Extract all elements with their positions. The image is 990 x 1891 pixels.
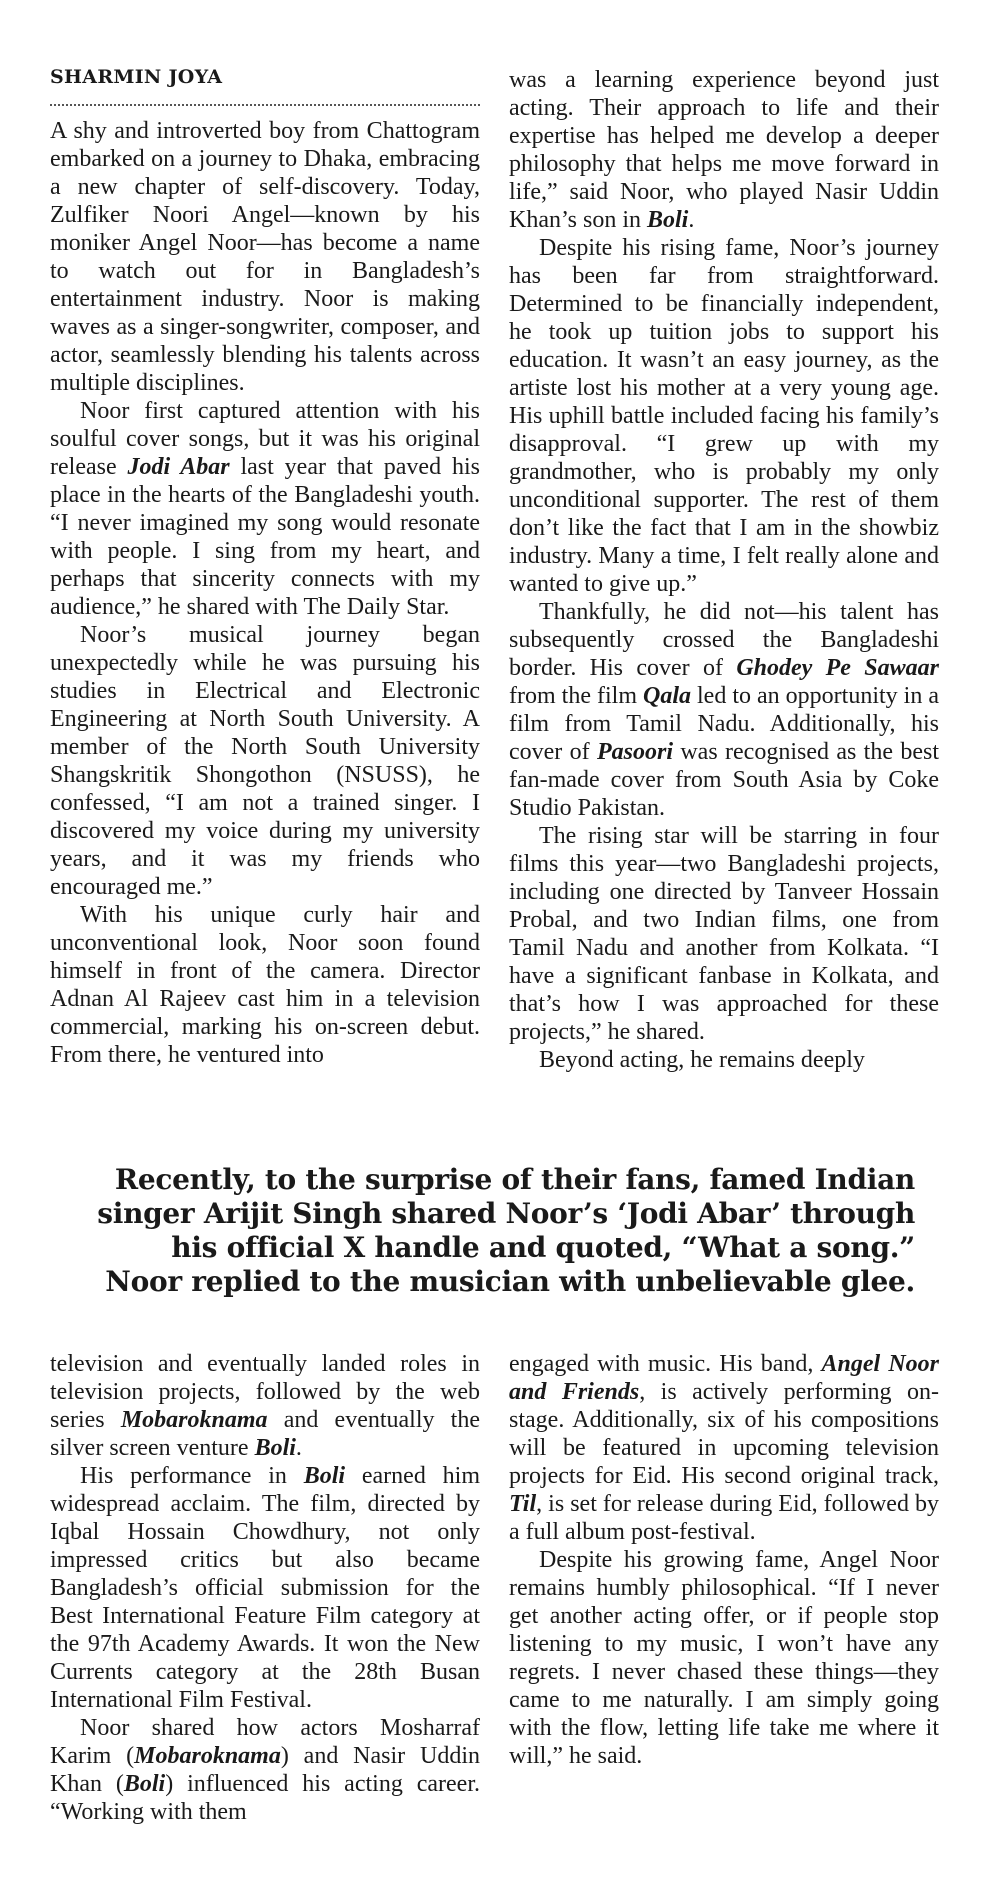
pull-quote: Recently, to the surprise of their fans, famed Indian singer Arijit Singh shared Noor’s ‘Jodi Abar’ through his official X handle and quoted, “What a song.” Noor replied to the musician with unbelievable glee. <box>97 1163 915 1298</box>
film-title: Boli <box>303 1463 346 1489</box>
paragraph: With his unique curly hair and unconventional look, Noor soon found himself in front of the camera. Director Adnan Al Rajeev cast him in a television commercial, marking his on-screen debut. From there, he ventured into <box>50 902 480 1068</box>
song-title: Jodi Abar <box>127 454 230 480</box>
paragraph: Noor’s musical journey began unexpectedly while he was pursuing his studies in Electrical and Electronic Engineering at North South University. A member of the North South University Shangskritik Shongothon (NSUSS), he confessed, “I am not a trained singer. I discovered my voice during my university years, and it was my friends who encouraged me.” <box>50 622 480 900</box>
paragraph: His performance in Boli earned him widespread acclaim. The film, directed by Iqbal Hossain Chowdhury, not only impressed critics but also became Bangladesh’s official submission for the Best International Feature Film category at the 97th Academy Awards. It won the New Currents category at the 28th Busan International Film Festival. <box>50 1463 480 1713</box>
byline-divider <box>50 104 480 106</box>
paragraph: television and eventually landed roles in television projects, followed by the web series Mobaroknama and eventually the silver screen venture Boli. <box>50 1351 480 1461</box>
series-title: Mobaroknama <box>134 1743 281 1769</box>
column-4 <box>509 1350 939 1770</box>
column-2 <box>509 66 939 1074</box>
paragraph: Despite his growing fame, Angel Noor remains humbly philosophical. “If I never get another acting offer, or if people stop listening to my music, I won’t have any regrets. I never chased these things—they came to me naturally. I am simply going with the flow, letting life take me where it will,” he said. <box>509 1547 939 1769</box>
paragraph: Beyond acting, he remains deeply <box>539 1047 865 1073</box>
paragraph: Noor shared how actors Mosharraf Karim (Mobaroknama) and Nasir Uddin Khan (Boli) influenced his acting career. “Working with them <box>50 1715 480 1825</box>
film-title: Boli <box>647 207 689 233</box>
paragraph: Despite his rising fame, Noor’s journey has been far from straightforward. Determined to be financially independent, he took up tuition jobs to support his education. It wasn’t an easy journey, as the artiste lost his mother at a very young age. His uphill battle included facing his family’s disapproval. “I grew up with my grandmother, who is probably my only unconditional supporter. The rest of them don’t like the fact that I am in the showbiz industry. Many a time, I felt really alone and wanted to give up.” <box>509 235 939 597</box>
film-title: Qala <box>643 683 691 709</box>
film-title: Boli <box>123 1771 166 1797</box>
band-name: Angel Noor and Friends <box>509 1351 939 1405</box>
film-title: Boli <box>254 1435 296 1461</box>
paragraph: Thankfully, he did not—his talent has subsequently crossed the Bangladeshi border. His cover of Ghodey Pe Sawaar from the film Qala led to an opportunity in a film from Tamil Nadu. Additionally, his cover of Pasoori was recognised as the best fan-made cover from South Asia by Coke Studio Pakistan. <box>509 599 939 821</box>
paragraph: Noor first captured attention with his soulful cover songs, but it was his original release Jodi Abar last year that paved his place in the hearts of the Bangladeshi youth. “I never imagined my song would resonate with people. I sing from my heart, and perhaps that sincerity connects with my audience,” he shared with The Daily Star. <box>50 398 480 620</box>
paragraph: A shy and introverted boy from Chattogram embarked on a journey to Dhaka, embracing a new chapter of self-discovery. Today, Zulfiker Noori Angel—known by his moniker Angel Noor—has become a name to watch out for in Bangladesh’s entertainment industry. Noor is making waves as a singer-songwriter, composer, and actor, seamlessly blending his talents across multiple disciplines. <box>50 118 480 396</box>
column-1 <box>50 117 480 1069</box>
byline: SHARMIN JOYA <box>50 66 223 88</box>
song-title: Til <box>509 1491 537 1517</box>
paragraph: was a learning experience beyond just acting. Their approach to life and their expertise has helped me develop a deeper philosophy that helps me move forward in life,” said Noor, who played Nasir Uddin Khan’s son in Boli. <box>509 67 939 233</box>
paragraph: The rising star will be starring in four films this year—two Bangladeshi projects, including one directed by Tanveer Hossain Probal, and two Indian films, one from Tamil Nadu and another from Kolkata. “I have a significant fanbase in Kolkata, and that’s how I was approached for these projects,” he shared. <box>509 823 939 1045</box>
paragraph: engaged with music. His band, Angel Noor and Friends, is actively performing on-stage. Additionally, six of his compositions will be featured in upcoming television projects for Eid. His second original track, Til, is set for release during Eid, followed by a full album post-festival. <box>509 1351 940 1545</box>
column-3 <box>50 1350 480 1826</box>
song-title: Ghodey Pe Sawaar <box>736 655 939 681</box>
series-title: Mobaroknama <box>120 1407 268 1433</box>
song-title: Pasoori <box>596 739 673 765</box>
